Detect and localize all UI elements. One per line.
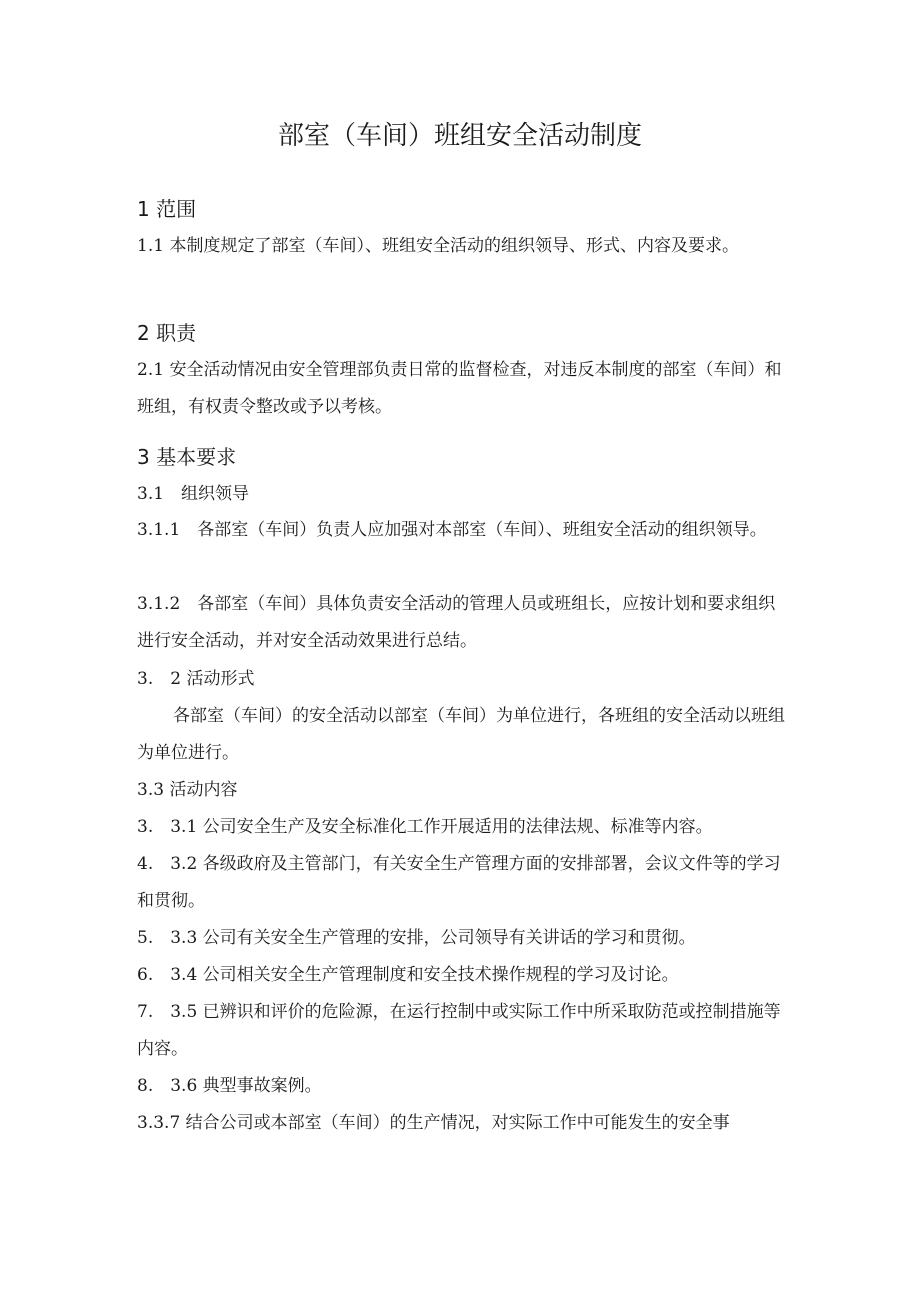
paragraph-3-3-6: 8. 3.6 典型事故案例。 — [137, 1076, 322, 1096]
paragraph-3-3-7: 3.3.7 结合公司或本部室（车间）的生产情况，对实际工作中可能发生的安全事 — [137, 1113, 730, 1133]
document-title: 部室（车间）班组安全活动制度 — [277, 121, 642, 151]
paragraph-3-1-1: 3.1.1 各部室（车间）负责人应加强对本部室（车间）、班组安全活动的组织领导。 — [137, 520, 767, 540]
paragraph-3-3-3: 5. 3.3 公司有关安全生产管理的安排，公司领导有关讲话的学习和贯彻。 — [137, 928, 696, 948]
paragraph-3-2-body: 各部室（车间）的安全活动以部室（车间）为单位进行，各班组的安全活动以班组为单位进行。 — [137, 706, 785, 763]
paragraph-2-1: 2.1 安全活动情况由安全管理部负责日常的监督检查，对违反本制度的部室（车间）和班组，有权责令整改或予以考核。 — [137, 360, 782, 417]
paragraph-1-1: 1.1 本制度规定了部室（车间）、班组安全活动的组织领导、形式、内容及要求。 — [137, 236, 739, 256]
section-heading-scope: 1 范围 — [137, 197, 197, 221]
paragraph-3-1-2: 3.1.2 各部室（车间）具体负责安全活动的管理人员或班组长，应按计划和要求组织进行安全活动，并对安全活动效果进行总结。 — [137, 594, 776, 651]
paragraph-3-2: 3. 2 活动形式 — [137, 669, 255, 689]
paragraph-3-3: 3.3 活动内容 — [137, 780, 238, 800]
paragraph-3-3-1: 3. 3.1 公司安全生产及安全标准化工作开展适用的法律法规、标准等内容。 — [137, 817, 713, 837]
section-heading-duties: 2 职责 — [137, 321, 197, 345]
paragraph-3-3-2: 4. 3.2 各级政府及主管部门，有关安全生产管理方面的安排部署，会议文件等的学习和贯彻。 — [137, 854, 781, 911]
paragraph-3-3-4: 6. 3.4 公司相关安全生产管理制度和安全技术操作规程的学习及讨论。 — [137, 965, 679, 985]
section-heading-basic-requirements: 3 基本要求 — [137, 445, 237, 469]
paragraph-3-3-5: 7. 3.5 已辨识和评价的危险源，在运行控制中或实际工作中所采取防范或控制措施等内容。 — [137, 1002, 781, 1059]
paragraph-3-1: 3.1 组织领导 — [137, 484, 250, 504]
